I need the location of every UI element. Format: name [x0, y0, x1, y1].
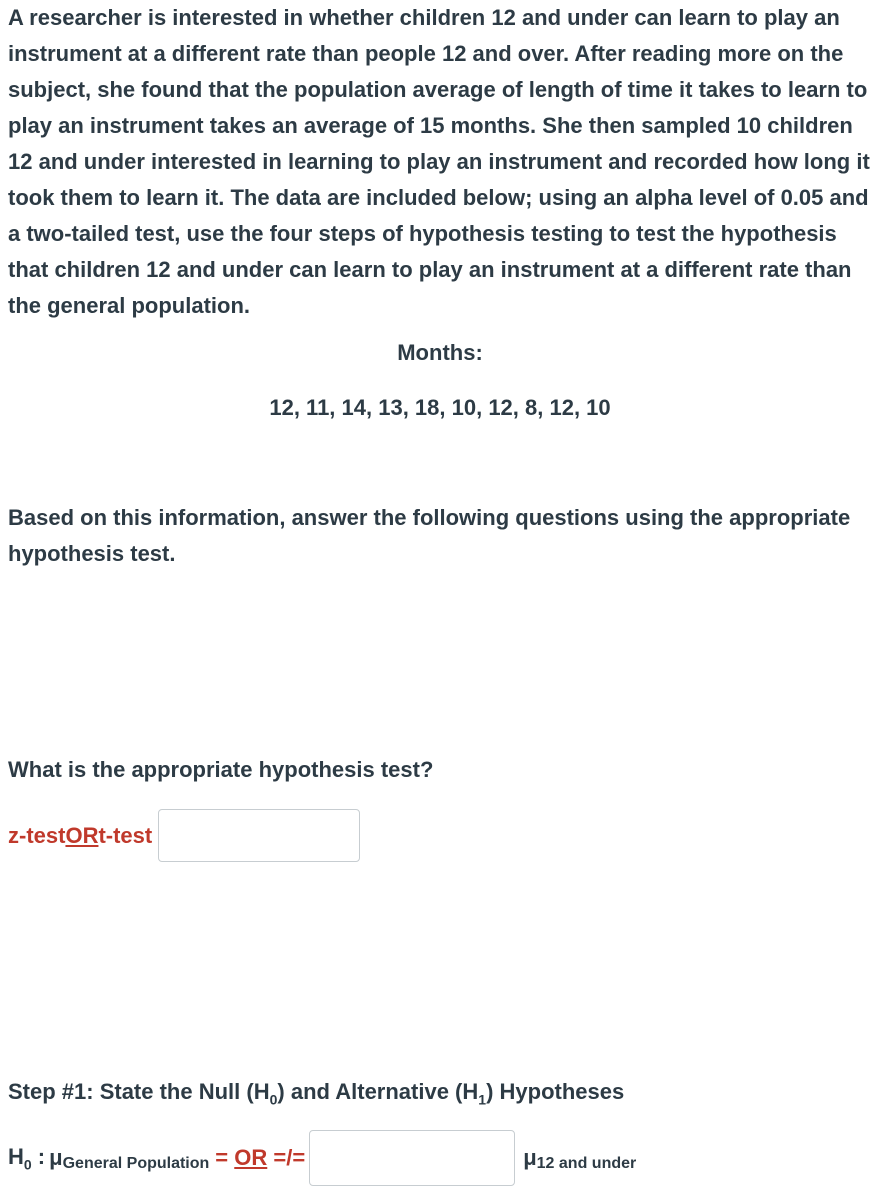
op-neq: =/= — [267, 1145, 306, 1170]
step1-sub0: 0 — [269, 1091, 278, 1108]
option-or: OR — [65, 822, 99, 848]
mu-general-symbol: μ — [49, 1145, 63, 1170]
step1-sub1: 1 — [478, 1091, 487, 1108]
instructions-text: Based on this information, answer the following questions using the appropriate hypothesis test. — [8, 505, 851, 566]
data-values: 12, 11, 14, 13, 18, 10, 12, 8, 12, 10 — [269, 395, 611, 420]
op-eq: = — [215, 1145, 235, 1170]
h0-label — [8, 1144, 45, 1172]
op-or: OR — [234, 1145, 268, 1170]
h-colon: : — [31, 1143, 46, 1169]
step1-heading — [8, 1074, 874, 1117]
mu-under12-symbol: μ — [523, 1145, 537, 1170]
step1-text-b: ) and Alternative (H — [277, 1079, 479, 1104]
problem-statement: A researcher is interested in whether children 12 and under can learn to play an instrument at a different rate than people 12 and over. After reading more on the subject, she found that the population average of length of time it takes to learn to play an instrument takes an average of 15 months. She then sampled 10 children 12 and under interested in learning to play an instrument and recorded how long it took them to learn it. The data are included below; using an alpha level of 0.05 and a two-tailed test, use the four steps of hypothesis testing to test the hypothesis that children 12 and under can learn to play an instrument at a different rate than the general population. — [8, 5, 870, 318]
question-hypothesis-test: What is the appropriate hypothesis test? — [8, 757, 434, 782]
operator-options — [215, 1145, 305, 1171]
option-t-test: t-test — [98, 822, 153, 848]
test-answer-input[interactable] — [158, 809, 360, 862]
operator-answer-input[interactable] — [309, 1130, 515, 1186]
data-label: Months: — [397, 340, 483, 365]
option-z-test: z-test — [8, 822, 66, 848]
mu-general-subscript: General Population — [62, 1155, 210, 1172]
step1-text-a: Step #1: State the Null (H — [8, 1079, 270, 1104]
h-letter: H — [8, 1143, 24, 1169]
null-hypothesis-row — [8, 1130, 636, 1186]
step1-text-c: ) Hypotheses — [486, 1079, 625, 1104]
test-answer-row — [8, 808, 360, 863]
mu-under12-subscript: 12 and under — [536, 1155, 637, 1172]
h-sub: 0 — [23, 1156, 32, 1173]
